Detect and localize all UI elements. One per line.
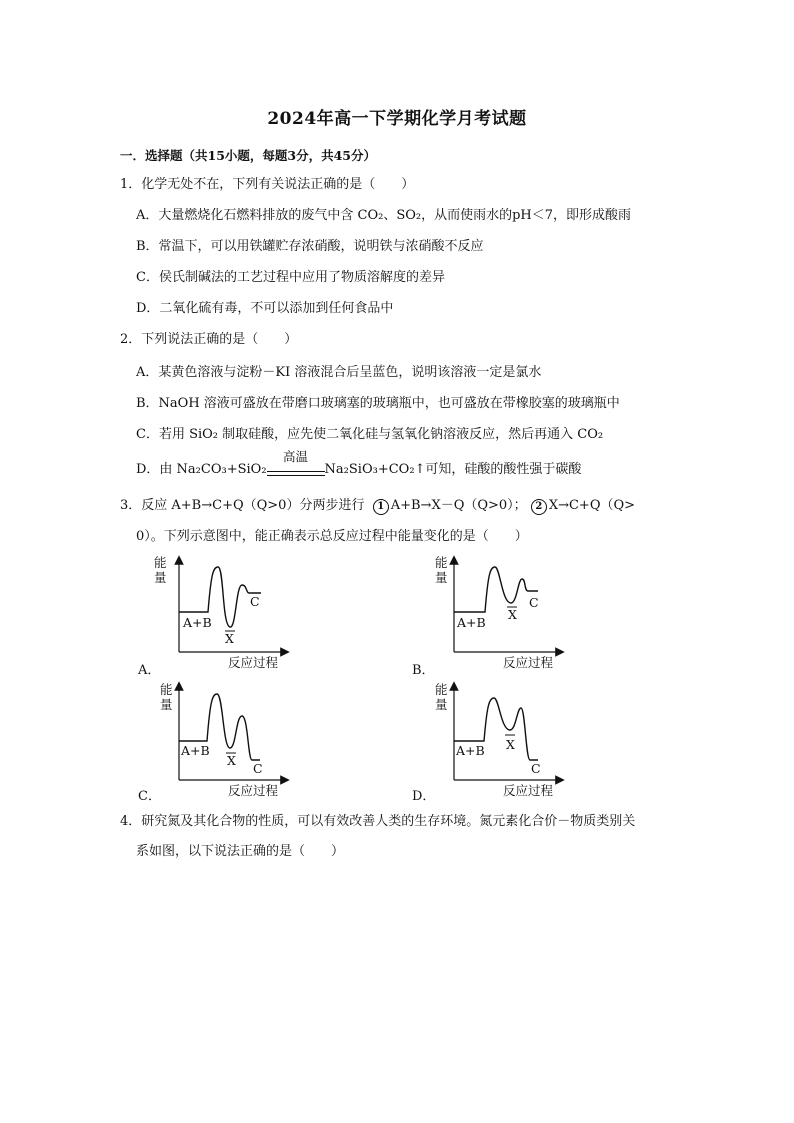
y-axis-label-2: 量 (435, 570, 448, 585)
equation-reactants: D．由 Na₂CO₃+SiO₂ (136, 462, 267, 477)
equals-sign (267, 471, 325, 476)
product-label: C (253, 761, 263, 776)
question-4-stem-line-2: 系如图，以下说法正确的是（ ） (136, 844, 345, 859)
question-2-option-b: B．NaOH 溶液可盛放在带磨口玻璃塞的玻璃瓶中，也可盛放在带橡胶塞的玻璃瓶中 (136, 396, 620, 411)
intermediate-label: X (508, 607, 517, 622)
question-2-option-c: C．若用 SiO₂ 制取硅酸，应先使二氧化硅与氢氧化钠溶液反应，然后再通入 CO₂ (136, 427, 604, 442)
intermediate-label: X (225, 631, 234, 646)
y-axis-label-2: 量 (154, 570, 167, 585)
product-label: C (529, 595, 539, 610)
x-axis-label: 反应过程 (503, 655, 554, 670)
page-title: 2024年高一下学期化学月考试题 (267, 109, 527, 129)
section-heading: 一．选择题（共15小题，每题3分，共45分） (120, 148, 376, 163)
question-3-stem-line-2: 0）。下列示意图中，能正确表示总反应过程中能量变化的是（ ） (136, 529, 528, 544)
reactant-label: A+B (181, 743, 210, 758)
diagram-d-option: D． (412, 789, 436, 804)
energy-diagram-d (425, 678, 645, 798)
y-axis-label-1: 能 (435, 555, 448, 570)
question-3-stem-line-1 (120, 497, 635, 515)
question-3-intro: 3．反应 A+B→C+Q（Q>0）分两步进行 (120, 498, 365, 513)
x-axis-label: 反应过程 (228, 655, 279, 670)
step-2-equation: X→C+Q（Q> (548, 498, 636, 513)
condition-text: 高温 (283, 449, 309, 464)
reactant-label: A+B (183, 615, 212, 630)
y-axis-label-2: 量 (435, 697, 448, 712)
x-axis-label: 反应过程 (228, 783, 279, 798)
energy-diagram-a (150, 555, 370, 675)
intermediate-label: X (506, 737, 515, 752)
energy-diagram-a-svg (150, 555, 370, 675)
question-1-stem: 1．化学无处不在，下列有关说法正确的是（ ） (120, 177, 415, 192)
question-2-option-a: A．某黄色溶液与淀粉－KI 溶液混合后呈蓝色，说明该溶液一定是氯水 (136, 365, 542, 380)
x-axis-label: 反应过程 (503, 783, 554, 798)
question-2-stem: 2．下列说法正确的是（ ） (120, 332, 298, 347)
step-1-equation: A+B→X－Q（Q>0）； (390, 498, 527, 513)
energy-diagram-d-svg (425, 678, 645, 798)
diagram-c-option: C． (138, 789, 161, 804)
y-axis-label-1: 能 (154, 555, 167, 570)
y-axis-label-2: 量 (160, 697, 173, 712)
question-1-option-c: C．侯氏制碱法的工艺过程中应用了物质溶解度的差异 (136, 270, 445, 285)
question-2-option-d (136, 449, 582, 479)
y-axis-label-1: 能 (160, 682, 173, 697)
y-axis-label-1: 能 (435, 682, 448, 697)
question-1-option-a: A．大量燃烧化石燃料排放的废气中含 CO₂、SO₂，从而使雨水的pH＜7，即形成酸雨 (136, 208, 632, 223)
energy-diagram-c (150, 678, 370, 798)
equation-conclusion: 可知，硅酸的酸性强于碳酸 (425, 462, 582, 477)
step-1-number: 1 (373, 499, 389, 515)
question-4-stem-line-1: 4．研究氮及其化合物的性质，可以有效改善人类的生存环境。氮元素化合价－物质类别关 (120, 814, 636, 829)
reactant-label: A+B (456, 743, 485, 758)
energy-diagram-c-svg (150, 678, 370, 798)
intermediate-label: X (227, 753, 236, 768)
product-label: C (250, 594, 260, 609)
step-2-number: 2 (531, 499, 547, 515)
equation-products: Na₂SiO₃+CO₂↑ (324, 462, 426, 477)
product-label: C (531, 761, 541, 776)
diagram-b-option: B． (412, 663, 435, 678)
reaction-condition (267, 449, 325, 479)
question-1-option-b: B．常温下，可以用铁罐贮存浓硝酸，说明铁与浓硝酸不反应 (136, 239, 484, 254)
diagram-a-option: A． (138, 663, 161, 678)
energy-diagram-b-svg (425, 555, 645, 675)
question-1-option-d: D．二氧化硫有毒，不可以添加到任何食品中 (136, 301, 394, 316)
reactant-label: A+B (457, 615, 486, 630)
energy-diagram-b (425, 555, 645, 675)
